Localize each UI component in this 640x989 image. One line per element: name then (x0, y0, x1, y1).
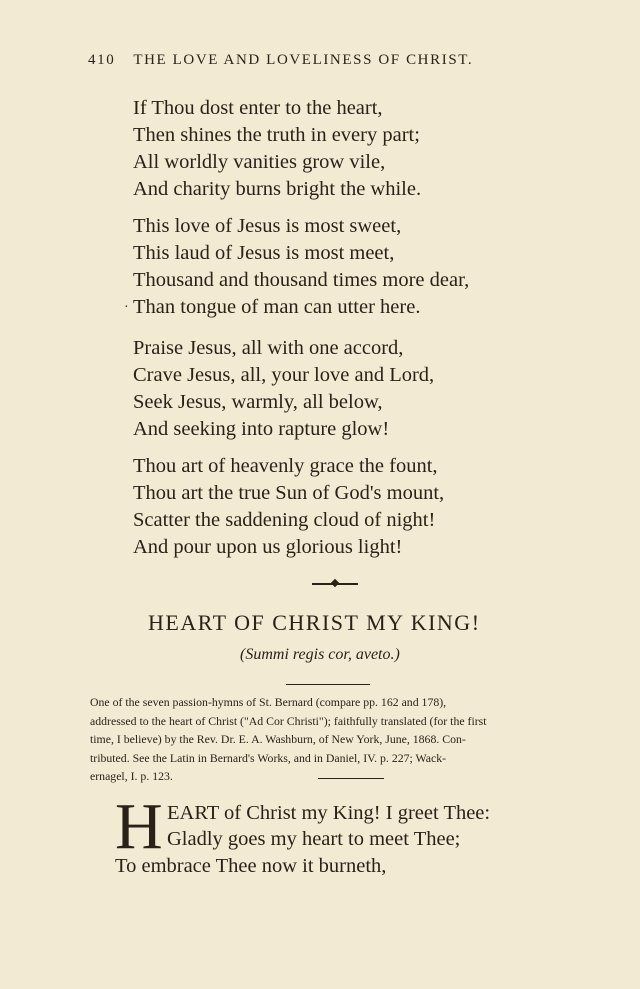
note-line: tributed. See the Latin in Bernard's Works, and in Daniel, IV. p. 227; Wack- (90, 750, 447, 765)
note-line: ernagel, I. p. 123. (90, 769, 173, 783)
hymn-third-line: To embrace Thee now it burneth, (115, 855, 387, 877)
hymn-source-note (90, 693, 580, 786)
verse-line: This love of Jesus is most sweet, (133, 215, 402, 237)
verse-line: And pour upon us glorious light! (133, 536, 403, 558)
stanza-3 (133, 335, 434, 443)
title-rule (286, 684, 370, 685)
verse-line: All worldly vanities grow vile, (133, 151, 386, 173)
hymn-title: HEART OF CHRIST MY KING! (148, 610, 481, 635)
ornament-diamond-icon (331, 579, 339, 587)
verse-line: Than tongue of man can utter here. (133, 296, 421, 318)
margin-dot: · (124, 300, 129, 315)
note-line: time, I believe) by the Rev. Dr. E. A. Washburn, of New York, June, 1868. Con- (90, 732, 466, 746)
verse-line: And charity burns bright the while. (133, 178, 422, 200)
verse-line: Praise Jesus, all with one accord, (133, 337, 404, 359)
verse-line: This laud of Jesus is most meet, (133, 242, 395, 264)
verse-line: Thou art the true Sun of God's mount, (133, 482, 445, 504)
hymn-latin-subtitle: (Summi regis cor, aveto.) (240, 646, 400, 663)
note-rule (318, 778, 384, 779)
verse-line: Crave Jesus, all, your love and Lord, (133, 364, 435, 386)
stanza-4 (133, 453, 444, 561)
verse-line: Scatter the saddening cloud of night! (133, 509, 436, 531)
verse-line: Then shines the truth in every part; (133, 124, 420, 146)
page-number: 410 (88, 52, 116, 68)
drop-cap: H (115, 800, 163, 854)
stanza-2 (133, 213, 469, 321)
verse-line: Thou art of heavenly grace the fount, (133, 455, 438, 477)
verse-line: Thousand and thousand times more dear, (133, 269, 470, 291)
verse-line: And seeking into rapture glow! (133, 418, 390, 440)
stanza-1 (133, 95, 421, 203)
running-title: THE LOVE AND LOVELINESS OF CHRIST. (133, 52, 474, 68)
note-line: addressed to the heart of Christ ("Ad Cor Christi"); faithfully translated (for the first (90, 713, 487, 728)
verse-line: Seek Jesus, warmly, all below, (133, 391, 383, 413)
running-header (88, 52, 530, 69)
note-line: One of the seven passion-hymns of St. Bernard (compare pp. 162 and 178), (90, 695, 447, 709)
verse-line: If Thou dost enter to the heart, (133, 97, 383, 119)
hymn-second-line: Gladly goes my heart to meet Thee; (167, 828, 461, 850)
hymn-first-line: EART of Christ my King! I greet Thee: (167, 802, 491, 824)
